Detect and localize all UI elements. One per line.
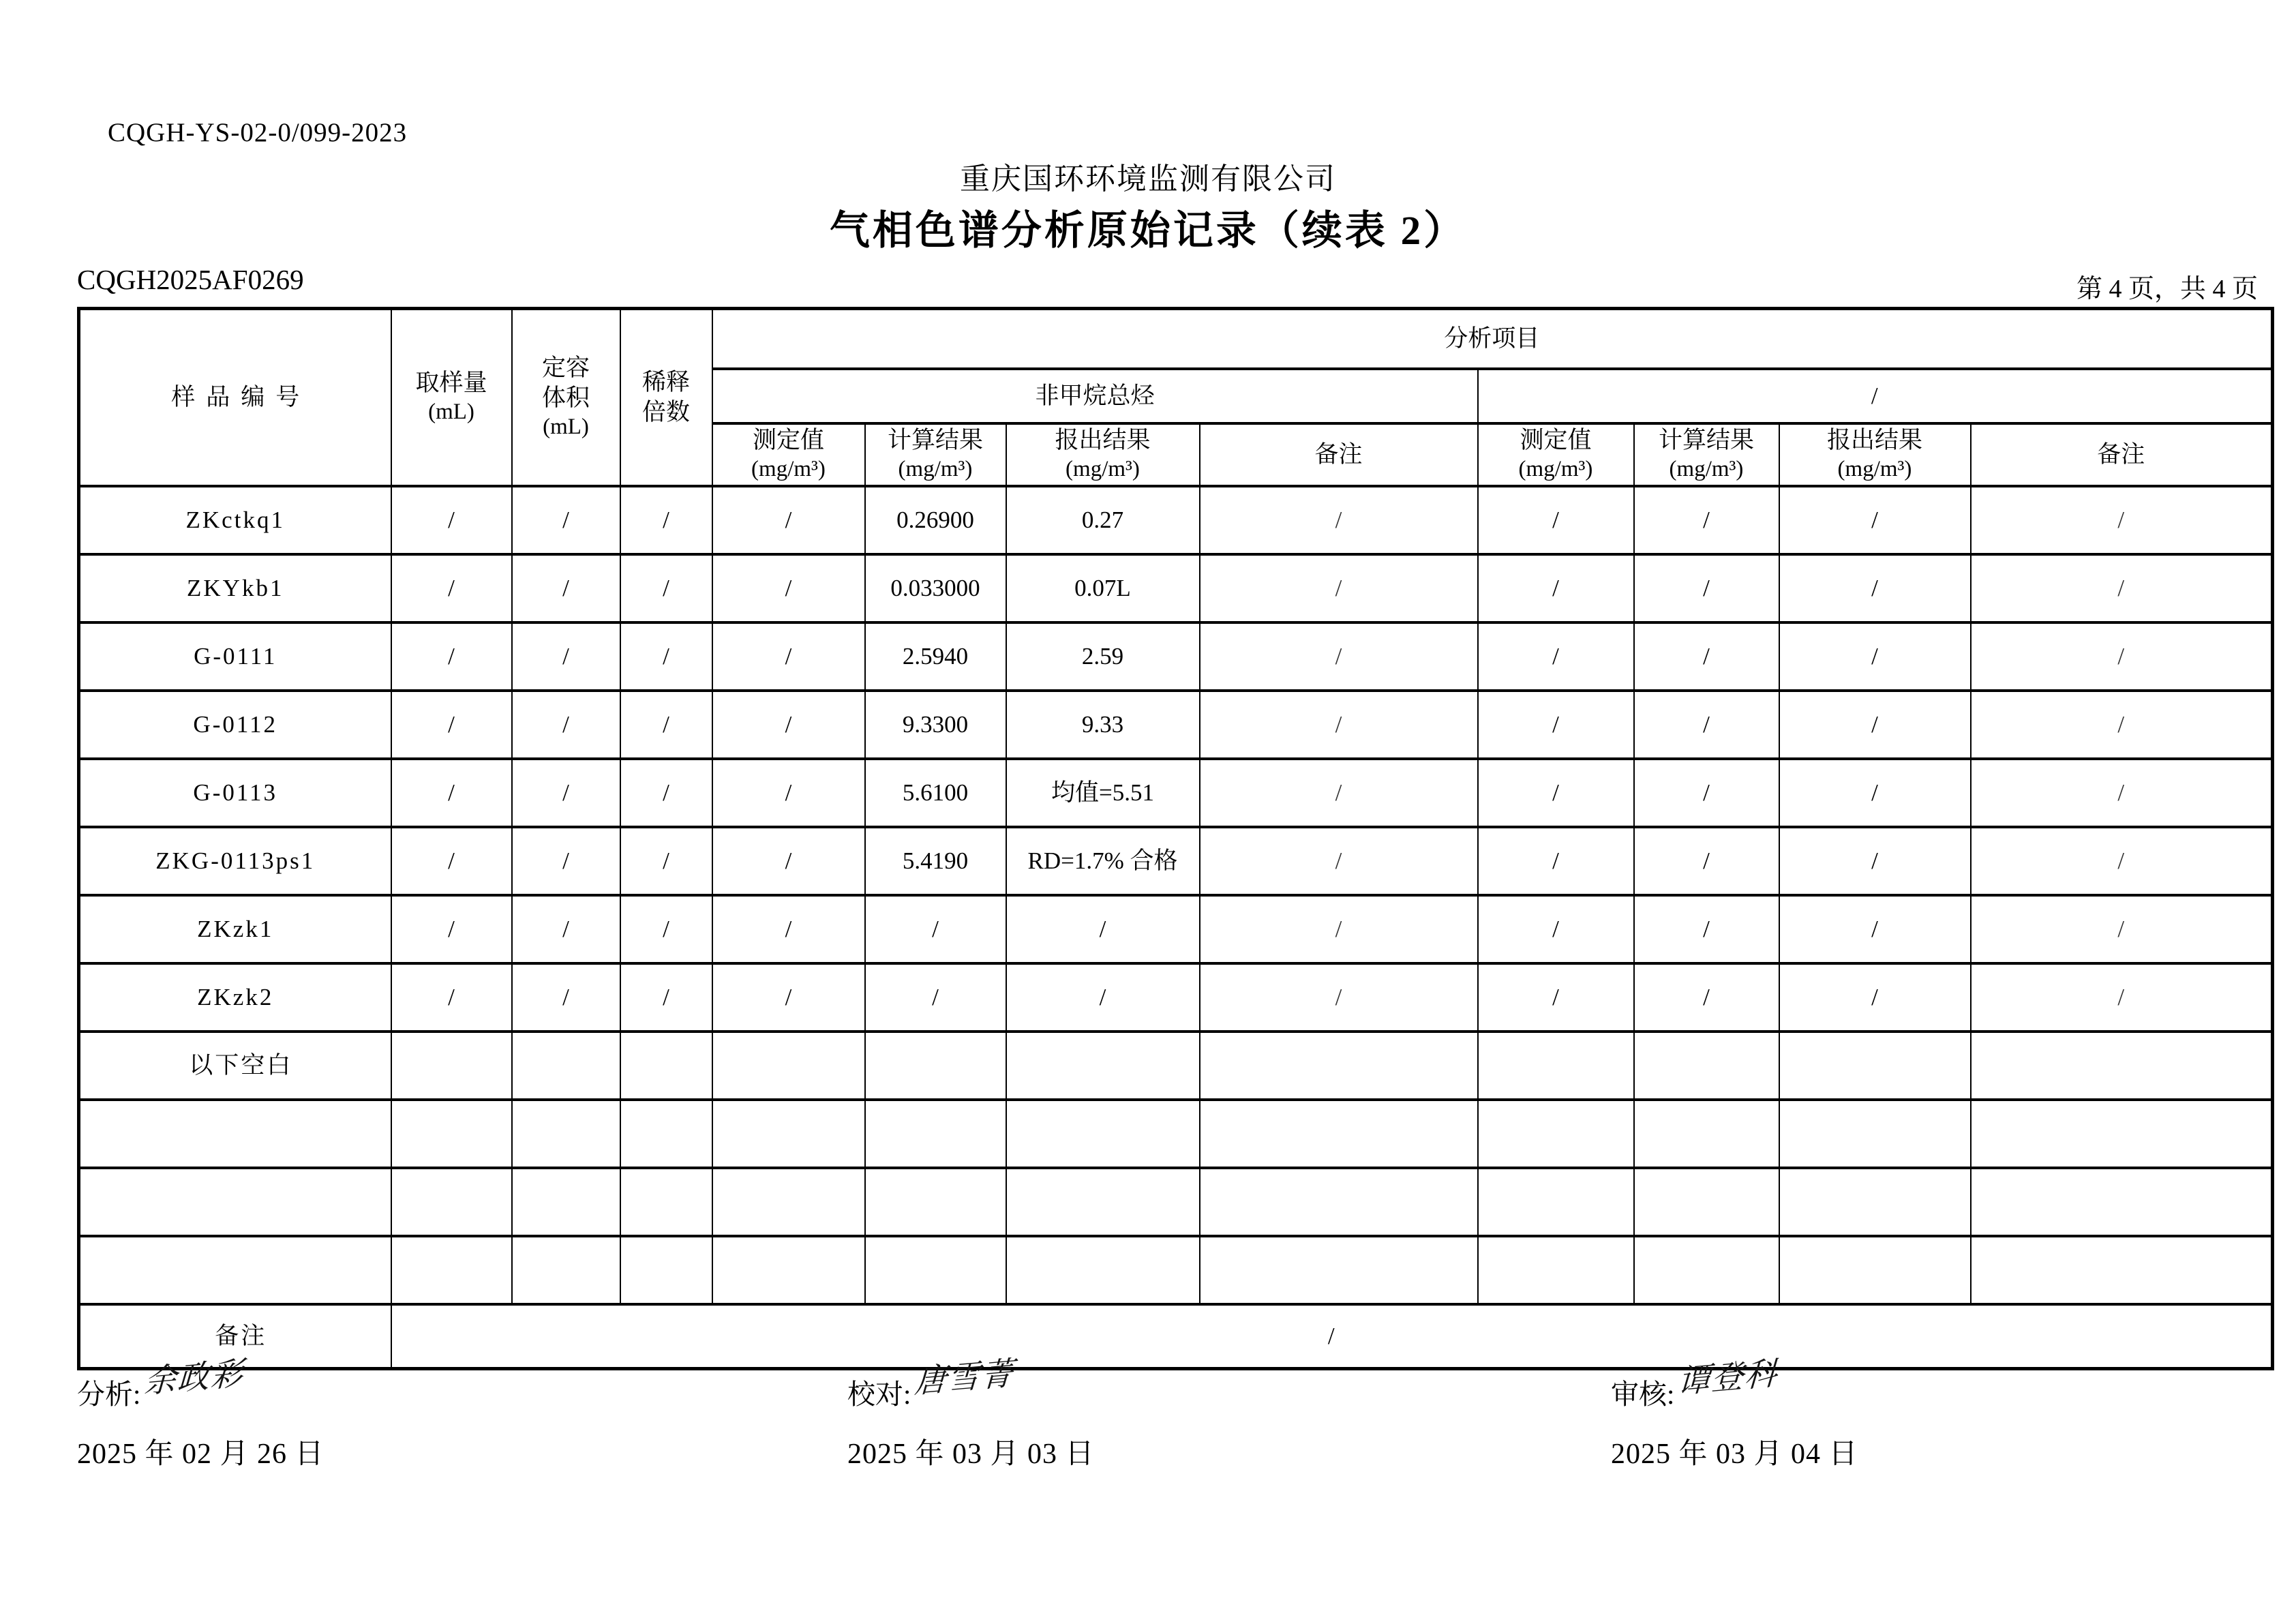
value-cell: 0.26900 [865, 486, 1006, 554]
value-cell: / [1200, 691, 1478, 759]
value-cell: / [620, 827, 712, 895]
table-row [79, 622, 2273, 691]
value-cell: / [1200, 759, 1478, 827]
value-cell: / [1006, 963, 1200, 1032]
empty-cell [865, 1236, 1006, 1304]
value-cell: / [391, 895, 512, 963]
empty-cell [1200, 1168, 1478, 1236]
empty-cell [620, 1032, 712, 1100]
header-g2-reported-unit: (mg/m³) [1837, 456, 1912, 481]
empty-cell [620, 1100, 712, 1168]
empty-cell [1478, 1236, 1634, 1304]
empty-cell [79, 1168, 391, 1236]
table-row [79, 759, 2273, 827]
value-cell: / [391, 827, 512, 895]
value-cell: / [1200, 895, 1478, 963]
header-analysis-item: 分析项目 [712, 309, 2273, 369]
value-cell: / [1634, 827, 1779, 895]
value-cell: / [1634, 759, 1779, 827]
value-cell: / [391, 622, 512, 691]
header-g1-measured [712, 423, 865, 486]
header-fixed-volume-unit: (mL) [543, 414, 589, 439]
value-cell: / [865, 895, 1006, 963]
header-sample-volume [391, 309, 512, 486]
header-g2-calculated [1634, 423, 1779, 486]
value-cell: / [620, 622, 712, 691]
empty-cell [1634, 1100, 1779, 1168]
value-cell: / [1971, 895, 2273, 963]
empty-cell [1006, 1168, 1200, 1236]
reviewer-signature: 谭登科 [1677, 1354, 1779, 1401]
empty-cell [1200, 1236, 1478, 1304]
empty-cell [1200, 1100, 1478, 1168]
sample-id-cell: ZKYkb1 [79, 554, 391, 622]
value-cell: / [620, 963, 712, 1032]
value-cell: / [620, 554, 712, 622]
table-row [79, 827, 2273, 895]
header-g1-measured-label: 测定值 [752, 427, 824, 453]
header-g1-calculated [865, 423, 1006, 486]
value-cell: / [1971, 554, 2273, 622]
empty-cell [712, 1236, 865, 1304]
value-cell: / [1779, 895, 1971, 963]
record-number: CQGH2025AF0269 [77, 264, 304, 295]
value-cell: 2.59 [1006, 622, 1200, 691]
analyst-date: 2025 年 02 月 26 日 [77, 1439, 324, 1470]
empty-cell [620, 1236, 712, 1304]
empty-cell [712, 1032, 865, 1100]
header-fixed-volume-label2: 体积 [541, 385, 590, 412]
header-g2-reported-label: 报出结果 [1826, 427, 1922, 453]
empty-cell [1478, 1168, 1634, 1236]
value-cell: 0.07L [1006, 554, 1200, 622]
value-cell: / [1971, 622, 2273, 691]
header-fixed-volume [512, 309, 620, 486]
empty-cell [391, 1236, 512, 1304]
header-sample-volume-unit: (mL) [428, 400, 474, 424]
value-cell: / [391, 554, 512, 622]
value-cell: / [1971, 691, 2273, 759]
empty-cell [1634, 1236, 1779, 1304]
value-cell: / [620, 895, 712, 963]
value-cell: / [391, 486, 512, 554]
value-cell: / [1971, 759, 2273, 827]
value-cell: / [391, 963, 512, 1032]
page-number-info: 第 4 页，共 4 页 [2076, 275, 2258, 303]
value-cell: / [1779, 554, 1971, 622]
header-fixed-volume-label1: 定容 [541, 355, 590, 382]
page-title: 气相色谱分析原始记录（续表 2） [829, 208, 1467, 253]
value-cell: / [512, 486, 620, 554]
empty-cell [620, 1168, 712, 1236]
empty-cell [1779, 1100, 1971, 1168]
value-cell: / [1478, 622, 1634, 691]
empty-cell [512, 1236, 620, 1304]
empty-cell [79, 1100, 391, 1168]
checker-date: 2025 年 03 月 03 日 [847, 1439, 1095, 1470]
remark-row-label: 备注 [79, 1304, 391, 1369]
header-g2-measured-label: 测定值 [1520, 427, 1592, 453]
company-name: 重庆国环环境监测有限公司 [960, 162, 1336, 196]
header-g2-calculated-unit: (mg/m³) [1669, 456, 1744, 481]
value-cell: / [1200, 963, 1478, 1032]
remark-row-value: / [391, 1304, 2273, 1369]
value-cell: / [1478, 759, 1634, 827]
empty-cell [391, 1032, 512, 1100]
analyst-block [77, 1354, 324, 1472]
value-cell: / [512, 895, 620, 963]
header-g2-calculated-label: 计算结果 [1658, 427, 1754, 453]
reviewer-date: 2025 年 03 月 04 日 [1611, 1439, 1858, 1470]
header-g2-measured-unit: (mg/m³) [1518, 456, 1593, 481]
empty-cell [1006, 1236, 1200, 1304]
analyst-signature: 余政彩 [143, 1354, 245, 1401]
value-cell: / [1634, 554, 1779, 622]
table-row [79, 895, 2273, 963]
value-cell: 5.4190 [865, 827, 1006, 895]
value-cell: / [712, 827, 865, 895]
value-cell: / [620, 759, 712, 827]
empty-cell [865, 1100, 1006, 1168]
table-header [79, 309, 2273, 486]
value-cell: / [1478, 827, 1634, 895]
checker-label: 校对: [847, 1379, 911, 1410]
header-g2-reported [1779, 423, 1971, 486]
value-cell: / [1779, 622, 1971, 691]
value-cell: 0.27 [1006, 486, 1200, 554]
header-g1-reported-label: 报出结果 [1055, 427, 1151, 453]
value-cell: / [391, 759, 512, 827]
value-cell: 0.033000 [865, 554, 1006, 622]
value-cell: / [1779, 963, 1971, 1032]
value-cell: 2.5940 [865, 622, 1006, 691]
value-cell: / [1200, 622, 1478, 691]
empty-cell [1971, 1100, 2273, 1168]
below-blank-row [79, 1032, 2273, 1100]
header-g1-calculated-label: 计算结果 [887, 427, 983, 453]
value-cell: / [712, 486, 865, 554]
header-dilution-label2: 倍数 [641, 398, 690, 425]
sample-id-cell: G-0111 [79, 622, 391, 691]
value-cell: / [1779, 759, 1971, 827]
value-cell: / [1478, 963, 1634, 1032]
checker-signature: 唐雪菁 [913, 1354, 1016, 1401]
value-cell: / [1478, 486, 1634, 554]
value-cell: / [712, 622, 865, 691]
header-g1-reported [1006, 423, 1200, 486]
header-g1-reported-unit: (mg/m³) [1066, 456, 1140, 481]
table-row [79, 691, 2273, 759]
sample-id-cell: ZKctkq1 [79, 486, 391, 554]
header-g1-calculated-unit: (mg/m³) [898, 456, 973, 481]
value-cell: / [391, 691, 512, 759]
empty-cell [1971, 1236, 2273, 1304]
empty-cell [1200, 1032, 1478, 1100]
empty-cell [79, 1236, 391, 1304]
value-cell: / [1971, 963, 2273, 1032]
empty-cell [1478, 1032, 1634, 1100]
table-row [79, 554, 2273, 622]
value-cell: / [1634, 622, 1779, 691]
empty-cell [865, 1032, 1006, 1100]
table-data-rows [79, 486, 2273, 1032]
header-g2-measured [1478, 423, 1634, 486]
sample-id-cell: ZKzk2 [79, 963, 391, 1032]
table-static-rows [79, 1032, 2273, 1369]
empty-cell [512, 1168, 620, 1236]
empty-cell [712, 1168, 865, 1236]
value-cell: / [512, 759, 620, 827]
table-row [79, 486, 2273, 554]
value-cell: / [512, 963, 620, 1032]
value-cell: / [865, 963, 1006, 1032]
header-g2-remark: 备注 [1971, 423, 2273, 486]
empty-cell [1779, 1236, 1971, 1304]
sample-id-cell: ZKzk1 [79, 895, 391, 963]
empty-row [79, 1100, 2273, 1168]
value-cell: / [1779, 691, 1971, 759]
value-cell: / [512, 691, 620, 759]
value-cell: / [1200, 554, 1478, 622]
analysis-record-table [77, 307, 2274, 1370]
value-cell: / [512, 622, 620, 691]
empty-cell [865, 1168, 1006, 1236]
value-cell: 5.6100 [865, 759, 1006, 827]
empty-cell [1971, 1168, 2273, 1236]
value-cell: / [1478, 691, 1634, 759]
empty-cell [1634, 1168, 1779, 1236]
sample-id-cell: ZKG-0113ps1 [79, 827, 391, 895]
empty-row [79, 1236, 2273, 1304]
value-cell: / [1634, 486, 1779, 554]
value-cell: / [1971, 486, 2273, 554]
value-cell: / [620, 486, 712, 554]
value-cell: / [1634, 963, 1779, 1032]
empty-cell [1478, 1100, 1634, 1168]
value-cell: RD=1.7% 合格 [1006, 827, 1200, 895]
empty-cell [391, 1168, 512, 1236]
header-group1-nmhc: 非甲烷总烃 [712, 369, 1478, 423]
value-cell: / [1971, 827, 2273, 895]
empty-cell [1971, 1032, 2273, 1100]
checker-block [847, 1354, 1095, 1472]
empty-cell [1006, 1100, 1200, 1168]
value-cell: 均值=5.51 [1006, 759, 1200, 827]
sample-id-cell: G-0112 [79, 691, 391, 759]
empty-cell [712, 1100, 865, 1168]
value-cell: / [1478, 895, 1634, 963]
value-cell: / [1006, 895, 1200, 963]
empty-cell [512, 1032, 620, 1100]
empty-cell [1779, 1032, 1971, 1100]
header-sample-volume-label: 取样量 [415, 370, 487, 397]
value-cell: / [712, 691, 865, 759]
value-cell: / [712, 963, 865, 1032]
header-dilution-label1: 稀释 [641, 369, 690, 395]
header-g1-measured-unit: (mg/m³) [751, 456, 826, 481]
value-cell: 9.3300 [865, 691, 1006, 759]
value-cell: / [1634, 691, 1779, 759]
value-cell: / [1478, 554, 1634, 622]
value-cell: / [512, 554, 620, 622]
value-cell: / [1634, 895, 1779, 963]
empty-cell [1006, 1032, 1200, 1100]
remark-row [79, 1304, 2273, 1369]
value-cell: / [1200, 486, 1478, 554]
empty-cell [1634, 1032, 1779, 1100]
value-cell: / [1200, 827, 1478, 895]
value-cell: / [620, 691, 712, 759]
value-cell: 9.33 [1006, 691, 1200, 759]
table-row [79, 963, 2273, 1032]
value-cell: / [712, 554, 865, 622]
empty-cell [391, 1100, 512, 1168]
sample-id-cell: G-0113 [79, 759, 391, 827]
analyst-label: 分析: [77, 1379, 141, 1410]
value-cell: / [512, 827, 620, 895]
empty-cell [512, 1100, 620, 1168]
reviewer-block [1611, 1354, 1858, 1472]
header-group2-slash: / [1478, 369, 2273, 423]
value-cell: / [1779, 486, 1971, 554]
header-g1-remark: 备注 [1200, 423, 1478, 486]
header-dilution-factor [620, 309, 712, 486]
value-cell: / [712, 895, 865, 963]
value-cell: / [712, 759, 865, 827]
header-sample-id: 样品编号 [79, 309, 391, 486]
value-cell: / [1779, 827, 1971, 895]
empty-cell [1779, 1168, 1971, 1236]
document-code: CQGH-YS-02-0/099-2023 [108, 118, 408, 147]
below-blank-label: 以下空白 [79, 1032, 391, 1100]
reviewer-label: 审核: [1611, 1379, 1675, 1410]
empty-row [79, 1168, 2273, 1236]
